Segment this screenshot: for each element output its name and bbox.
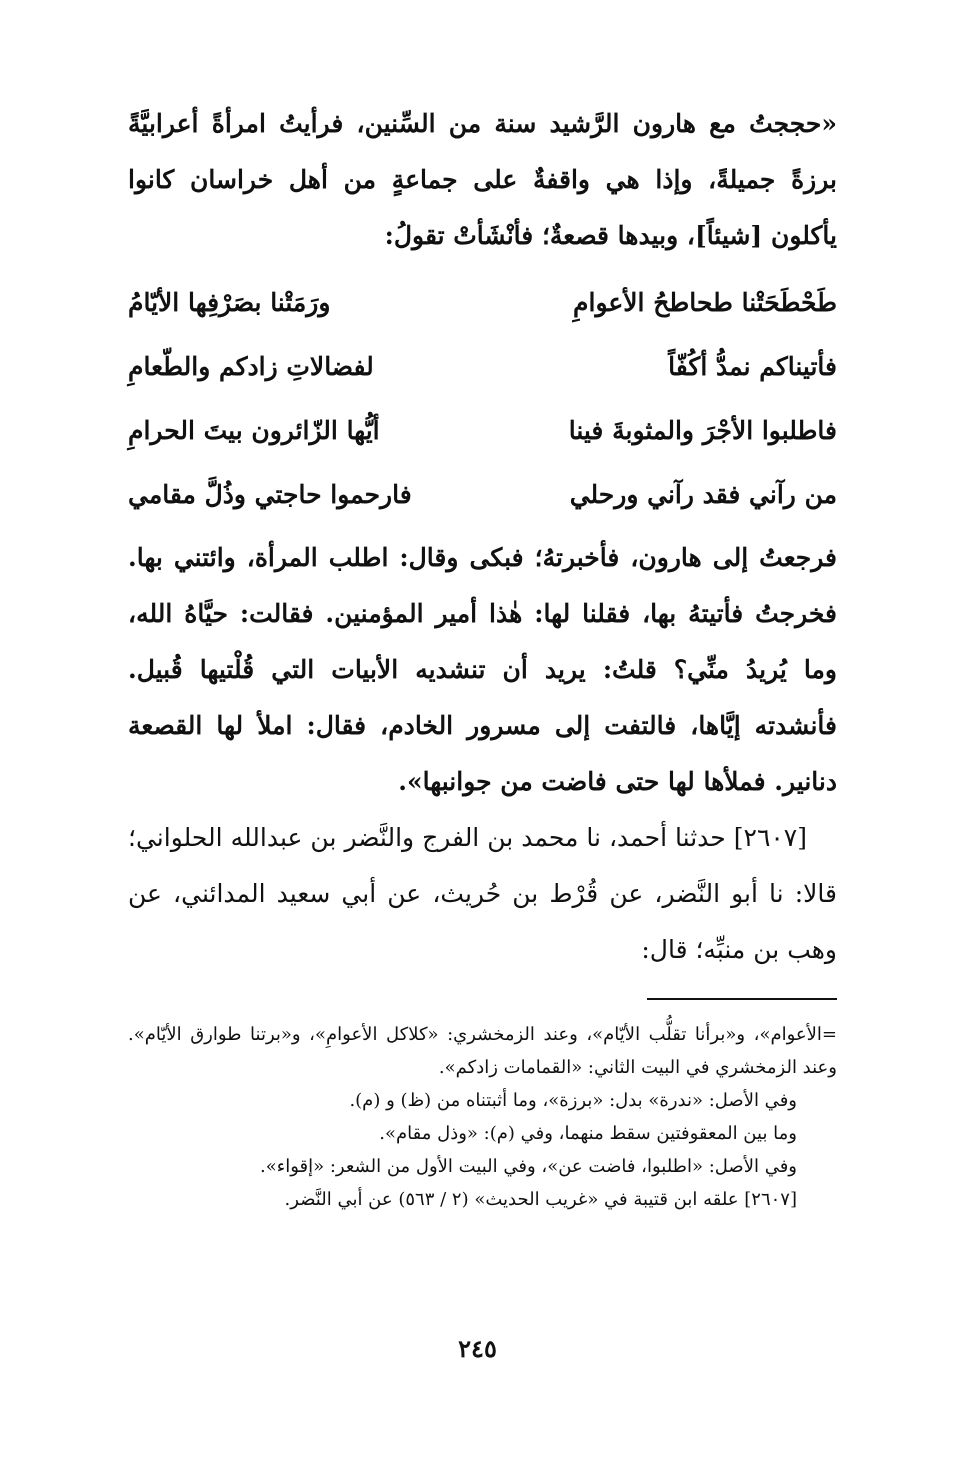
verse-first-hemistich: فأتيناكم نمدُّ أكُفّاً	[668, 351, 837, 381]
footnote: وفي الأصل: «اطلبوا، فاضت عن»، وفي البيت الأول من الشعر: «إقواء».	[260, 1156, 797, 1177]
verse-first-hemistich: طَحْطَحَتْنا طحاطحُ الأعوامِ	[573, 287, 837, 317]
verse-row	[128, 270, 837, 334]
verse-row	[128, 334, 837, 398]
hadith-isnad-paragraph: [٢٦٠٧] حدثنا أحمد، نا محمد بن الفرج والنَّضر بن عبدالله الحلواني؛ قالا: نا أبو النَّضر، عن قُرْط بن حُريث، عن أبي سعيد المدائني، عن وهب بن منبِّه؛ قال:	[128, 823, 837, 964]
footnote-divider	[647, 998, 837, 1000]
verse-second-hemistich: فارحموا حاجتي وذُلَّ مقامي	[128, 479, 412, 509]
narration-paragraph-2: فرجعتُ إلى هارون، فأخبرتهُ؛ فبكى وقال: اطلب المرأة، وائتني بها. فخرجتُ فأتيتهُ بها، فقلنا لها: هٰذا أمير المؤمنين. فقالت: حيَّاهُ الله، وما يُريدُ منِّي؟ قلتُ: يريد أن تنشديه الأبيات التي قُلْتيها قُبيل. فأنشدته إيَّاها، فالتفت إلى مسرور الخادم، فقال: املأ لها القصعة دنانير. فملأها لها حتى فاضت من جوانبها».	[128, 543, 837, 796]
footnote: وفي الأصل: «ندرة» بدل: «برزة»، وما أثبتناه من (ظ) و (م).	[349, 1090, 797, 1111]
footnotes	[128, 1018, 837, 1216]
poem-verses	[128, 270, 837, 526]
verse-second-hemistich: أيُّها الزّائرون بيتَ الحرامِ	[128, 415, 380, 445]
verse-row	[128, 462, 837, 526]
verse-second-hemistich: لفضالاتِ زادكم والطّعامِ	[128, 351, 374, 381]
footnote: =الأعوام»، و«برأنا تقلُّب الأيّام»، وعند الزمخشري: «كلاكل الأعوامِ»، و«برتنا طوارق الأيّام». وعند الزمخشري في البيت الثاني: «القمامات زادكم».	[128, 1024, 837, 1078]
verse-second-hemistich: ورَمَتْنا بصَرْفِها الأيّامُ	[128, 287, 331, 317]
narration-paragraph-1: «حججتُ مع هارون الرَّشيد سنة من السِّنين، فرأيتُ امرأةً أعرابيَّةً برزةً جميلةً، وإذا هي واقفةٌ على جماعةٍ من أهل خراسان كانوا يأكلون [شيئاً]، وبيدها قصعةٌ؛ فأنْشَأتْ تقولُ:	[128, 109, 837, 250]
footnote: وما بين المعقوفتين سقط منهما، وفي (م): «وذل مقام».	[379, 1123, 797, 1144]
verse-row	[128, 398, 837, 462]
verse-first-hemistich: من رآني فقد رآني ورحلي	[569, 479, 837, 509]
page-content	[128, 96, 837, 1216]
footnote: [٢٦٠٧] علقه ابن قتيبة في «غريب الحديث» (٢ / ٥٦٣) عن أبي النَّضر.	[284, 1189, 797, 1210]
verse-first-hemistich: فاطلبوا الأجْرَ والمثوبةَ فينا	[568, 415, 837, 445]
page-number: ٢٤٥	[458, 1334, 497, 1363]
